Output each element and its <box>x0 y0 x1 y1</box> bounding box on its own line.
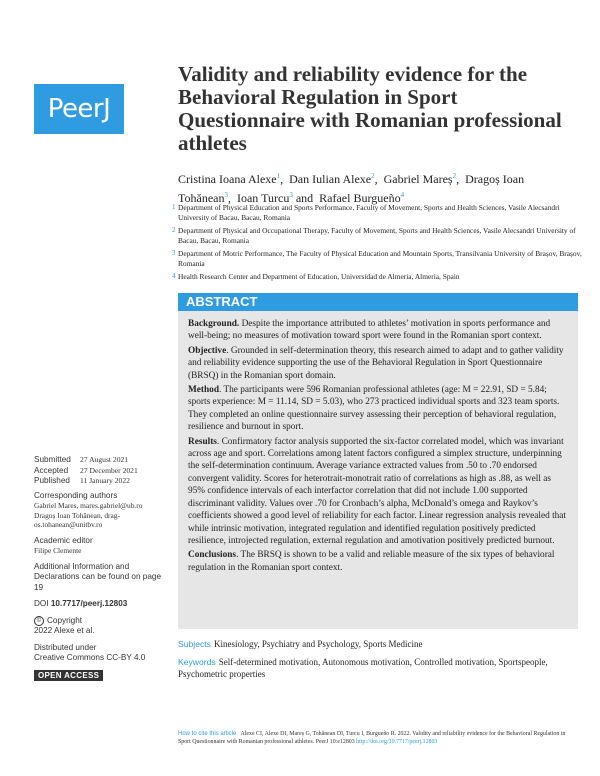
affiliation-item <box>172 249 582 269</box>
affiliation-list <box>172 203 582 285</box>
author-name[interactable]: Gabriel Mareș <box>383 172 453 186</box>
affiliation-item <box>172 203 582 223</box>
open-access-badge: OPEN ACCESS <box>34 670 103 681</box>
abstract-method: Method. The participants were 596 Romanian professional athletes (age: M = 22.91, SD = 5.84; sports experience: M = 11.14, SD = 5.03), who 273 practiced individual sports and 323 team sports. They completed an online questionnaire survey assessing their perception of behavioral regulation, resilience and burnout in sport. <box>188 385 560 433</box>
affiliation-marker: 4 <box>172 272 176 280</box>
cite-text: Alexe CI, Alexe DI, Mareș G, Tohănean DI, Turcu I, Burgueño R. 2022. Validity and reliability evidence for the Behavioral Regulation in Sport Questionnaire with Romanian professional athletes. PeerJ 10:e12803 <box>178 731 566 745</box>
affiliation-marker: 2 <box>452 172 457 180</box>
license-name[interactable]: Creative Commons CC-BY 4.0 <box>34 653 146 663</box>
affiliation-marker: 2 <box>172 226 176 234</box>
affiliation-marker: 3 <box>224 191 228 199</box>
doi-link[interactable]: 10.7717/peerj.12803 <box>50 599 128 608</box>
keywords-line <box>178 656 578 680</box>
author-name[interactable]: Dragoș Ioan Tohănean <box>178 172 525 205</box>
submitted-date: Submitted 27 August 2021 <box>34 455 129 464</box>
published-date: Published 11 January 2022 <box>34 476 130 485</box>
doi-line[interactable]: DOI 10.7717/peerj.12803 <box>34 599 128 608</box>
subjects-line <box>178 638 578 650</box>
affiliation-marker: 2 <box>371 172 375 180</box>
author-name[interactable]: Cristina Ioana Alexe <box>178 172 277 186</box>
affiliation-marker: 3 <box>172 249 176 257</box>
abstract-objective: Objective. Grounded in self-determination theory, this research aimed to adapt and to gather validity and reliability evidence supporting the use of the Behavioral Regulation in Sport Questionnaire (BRSQ) in the Romanian sport domain. <box>188 345 564 381</box>
author-list: Cristina Ioana Alexe$^1$, Dan Iulian Alexe$^2$, Gabriel Mareș$^2$, Dragoș Ioan Tohănean$^3$, Ioan Turcu$^3$ and Rafael Burgueño$^4$ <box>178 172 525 205</box>
affiliation-marker: 4 <box>400 191 405 199</box>
academic-editor: Filipe Clemente <box>34 546 82 555</box>
peerj-logo: PeerJ <box>34 84 124 134</box>
corresponding-heading: Corresponding authors <box>34 490 118 500</box>
abstract-background: Background. Despite the importance attributed to athletes’ motivation in sports performance and well-being; no measures of motivation toward sport were found in the Romanian sport context. <box>188 319 551 342</box>
how-to-cite <box>178 730 578 746</box>
license-line: Distributed under <box>34 642 97 652</box>
article-title: Validity and reliability evidence for the Behavioral Regulation in Sport Questionnaire with Romanian professional athletes <box>178 62 562 155</box>
abstract-body <box>178 311 578 629</box>
affiliation-marker: 1 <box>172 203 176 211</box>
keywords-text: Self-determined motivation, Autonomous motivation, Controlled motivation, Sportspeople, Psychometric properties <box>178 657 548 679</box>
copyright-heading: © Copyright <box>34 616 164 627</box>
affiliation-text: Department of Physical Education and Sports Performance, Faculty of Movement, Sports and Health Sciences, Vasile Alecsandri University of Bacau, Bacau, Romania <box>178 203 560 222</box>
additional-info[interactable]: Additional Information and Declarations can be found on page 19 <box>34 561 161 592</box>
author-name[interactable]: Rafael Burgueño <box>319 191 401 205</box>
affiliation-text: Health Research Center and Department of Education, Universidad de Almeria, Almeria, Spain <box>178 272 460 281</box>
article-sidebar <box>34 455 164 683</box>
copyright-icon: © <box>34 616 44 626</box>
cite-doi-link[interactable]: http://doi.org/10.7717/peerj.12803 <box>356 739 438 745</box>
keywords-label: Keywords <box>178 657 216 667</box>
editor-heading: Academic editor <box>34 535 93 545</box>
subjects-label: Subjects <box>178 639 211 649</box>
affiliation-item <box>172 272 582 282</box>
author-name[interactable]: Ioan Turcu <box>236 191 290 205</box>
corresponding-author[interactable]: Gabriel Mares, mares.gabriel@ub.ro <box>34 501 143 510</box>
abstract-results: Results. Confirmatory factor analysis supported the six-factor correlated model, which was invariant across age and sport. Correlations among latent factors configured a simplex structure, underpinning the self-determination continuum. Average variance extracted values from .50 to .70 endorsed convergent validity. Scores for heterotrait-monotrait ratio of correlations as high as .88, as well as 95% confidence intervals of each interfactor correlation that did not include 1.00 supported discriminant validity. Values over .70 for Cronbach’s alpha, McDonald’s omega and Raykov’s coefficients showed a good level of reliability for each factor. Linear regression analysis revealed that while intrinsic motivation, integrated regulation and identified regulation positively predicted resilience, introjected regulation, external regulation and amotivation positively predicted burnout. <box>188 436 567 546</box>
abstract-conclusions: Conclusions. The BRSQ is shown to be a valid and reliable measure of the six types of behavioral regulation in the Romanian sport context. <box>188 550 555 573</box>
affiliation-marker: 3 <box>289 191 293 199</box>
abstract-heading: ABSTRACT <box>178 293 578 311</box>
affiliation-text: Department of Motric Performance, The Faculty of Physical Education and Mountain Sports, Transilvania University of Brașov, Brașov, Romania <box>178 249 582 268</box>
affiliation-text: Department of Physical and Occupational Therapy, Faculty of Movement, Sports and Health Sciences, Vasile Alecsandri University of Bacau, Bacau, Romania <box>178 226 576 245</box>
subjects-text: Kinesiology, Psychiatry and Psychology, Sports Medicine <box>213 639 423 649</box>
corresponding-author[interactable]: Dragoș Ioan Tohănean, drag-os.tohanean@unitbv.ro <box>34 510 120 529</box>
affiliation-item <box>172 226 582 246</box>
affiliation-marker: 1 <box>276 172 281 180</box>
author-name[interactable]: Dan Iulian Alexe <box>289 172 372 186</box>
accepted-date: Accepted 27 December 2021 <box>34 465 138 475</box>
copyright-holder: 2022 Alexe et al. <box>34 626 95 636</box>
cite-label: How to cite this article <box>178 731 237 737</box>
